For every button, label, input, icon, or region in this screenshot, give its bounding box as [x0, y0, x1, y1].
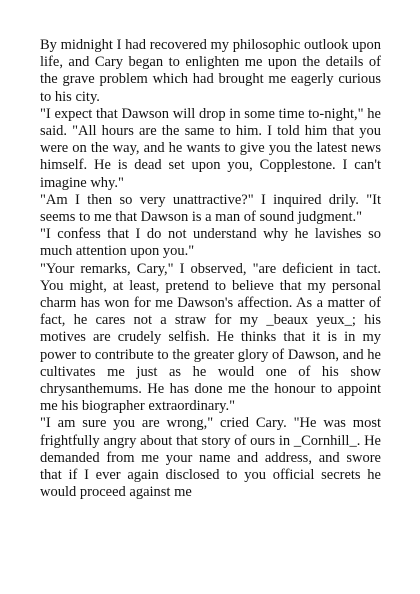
paragraph-3: "Am I then so very unattractive?" I inquired drily. "It seems to me that Dawson is a man of sound judgment." — [40, 191, 381, 226]
paragraph-5: "Your remarks, Cary," I observed, "are deficient in tact. You might, at least, pretend to believe that my personal charm has won for me Dawson's affection. As a matter of fact, he cares not a straw for my _beaux yeux_; his motives are crudely selfish. He thinks that it is in my power to contribute to the greater glory of Dawson, and he cultivates me just as he would one of his show chrysanthemums. He has done me the honour to appoint me his biographer extraordinary." — [40, 260, 381, 415]
page-text — [40, 37, 381, 501]
paragraph-4: "I confess that I do not understand why he lavishes so much attention upon you." — [40, 226, 381, 260]
paragraph-2: "I expect that Dawson will drop in some time to-night," he said. "All hours are the same to him. I told him that you were on the way, and he wants to give you the latest news himself. He is dead set upon you, Copplestone. I can't imagine why." — [40, 105, 381, 191]
paragraph-6: "I am sure you are wrong," cried Cary. "He was most frightfully angry about that story of ours in _Cornhill_. He demanded from me your name and address, and swore that if I ever again disclosed to you official secrets he would proceed against me — [40, 415, 381, 501]
paragraph-1: By midnight I had recovered my philosophic outlook upon life, and Cary began to enlighten me upon the details of the grave problem which had brought me eagerly curious to his city. — [40, 37, 381, 105]
